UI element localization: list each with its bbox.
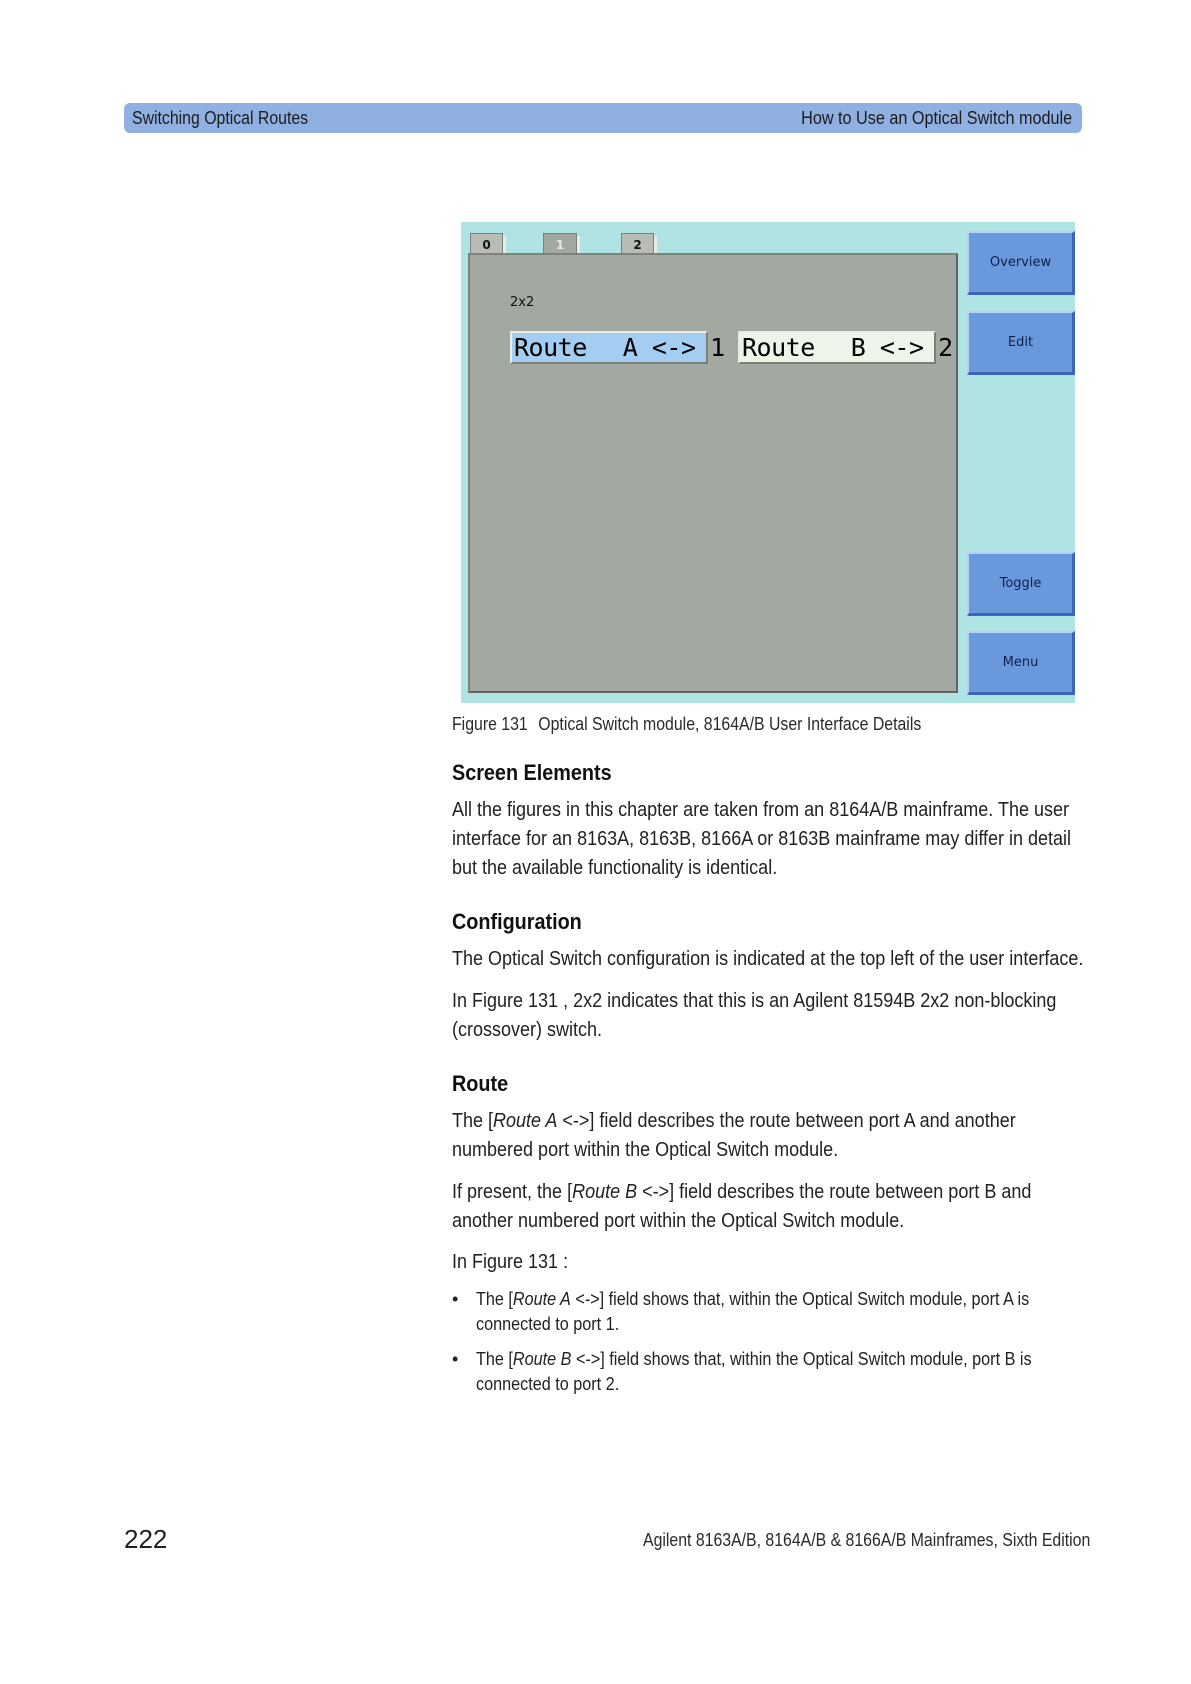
route-a-field[interactable] <box>510 331 725 364</box>
header-section: Switching Optical Routes <box>132 107 309 128</box>
tab-2[interactable]: 2 <box>621 233 654 255</box>
edit-button[interactable]: Edit <box>967 311 1075 375</box>
switch-configuration: 2x2 <box>510 295 535 310</box>
list-item: • The [Route B <->] field shows that, within the Optical Switch module, port B is connected to port 2. <box>452 1349 1032 1394</box>
tab-1[interactable]: 1 <box>543 233 577 255</box>
running-header <box>124 103 1082 133</box>
route-b-value: B <-> 2 <box>850 333 953 362</box>
heading-route: Route <box>452 1071 509 1096</box>
caption-text: Optical Switch module, 8164A/B User Interface Details <box>538 714 922 734</box>
route-a-label: Route <box>514 333 587 362</box>
route-b-label: Route <box>742 333 815 362</box>
module-panel <box>468 253 958 693</box>
route-bullet-list <box>452 1287 1092 1397</box>
menu-button[interactable]: Menu <box>967 631 1075 695</box>
heading-configuration: Configuration <box>452 909 582 934</box>
route-a-value: A <-> 1 <box>622 333 725 362</box>
heading-screen-elements: Screen Elements <box>452 760 612 785</box>
page-number: 222 <box>124 1524 168 1554</box>
configuration-text-1: The Optical Switch configuration is indicated at the top left of the user interface. <box>452 948 1084 970</box>
body-content <box>452 760 1092 1397</box>
configuration-text-2: In Figure 131 , 2x2 indicates that this is an Agilent 81594B 2x2 non-blocking (crossover) switch. <box>452 990 1057 1041</box>
instrument-screen-figure <box>461 222 1075 703</box>
route-text-3: In Figure 131 : <box>452 1251 569 1273</box>
screen-elements-text: All the figures in this chapter are taken from an 8164A/B mainframe. The user interface for an 8163A, 8163B, 8166A or 8163B mainframe may differ in detail but the available functionality is identical. <box>452 799 1072 879</box>
list-item: • The [Route A <->] field shows that, within the Optical Switch module, port A is connected to port 1. <box>452 1289 1030 1334</box>
route-text-2: If present, the [Route B <->] field describes the route between port B and another numbered port within the Optical Switch module. <box>452 1181 1032 1232</box>
route-text-1: The [Route A <->] field describes the route between port A and another numbered port within the Optical Switch module. <box>452 1110 1016 1161</box>
overview-button[interactable]: Overview <box>967 231 1075 295</box>
figure-caption <box>452 714 921 735</box>
header-chapter: How to Use an Optical Switch module <box>800 107 1072 128</box>
footer-title: Agilent 8163A/B, 8164A/B & 8166A/B Mainframes, Sixth Edition <box>642 1530 1090 1550</box>
route-b-field[interactable] <box>738 331 953 364</box>
toggle-button[interactable]: Toggle <box>967 552 1075 616</box>
tab-0[interactable]: 0 <box>470 233 503 255</box>
caption-number: Figure 131 <box>452 714 528 734</box>
